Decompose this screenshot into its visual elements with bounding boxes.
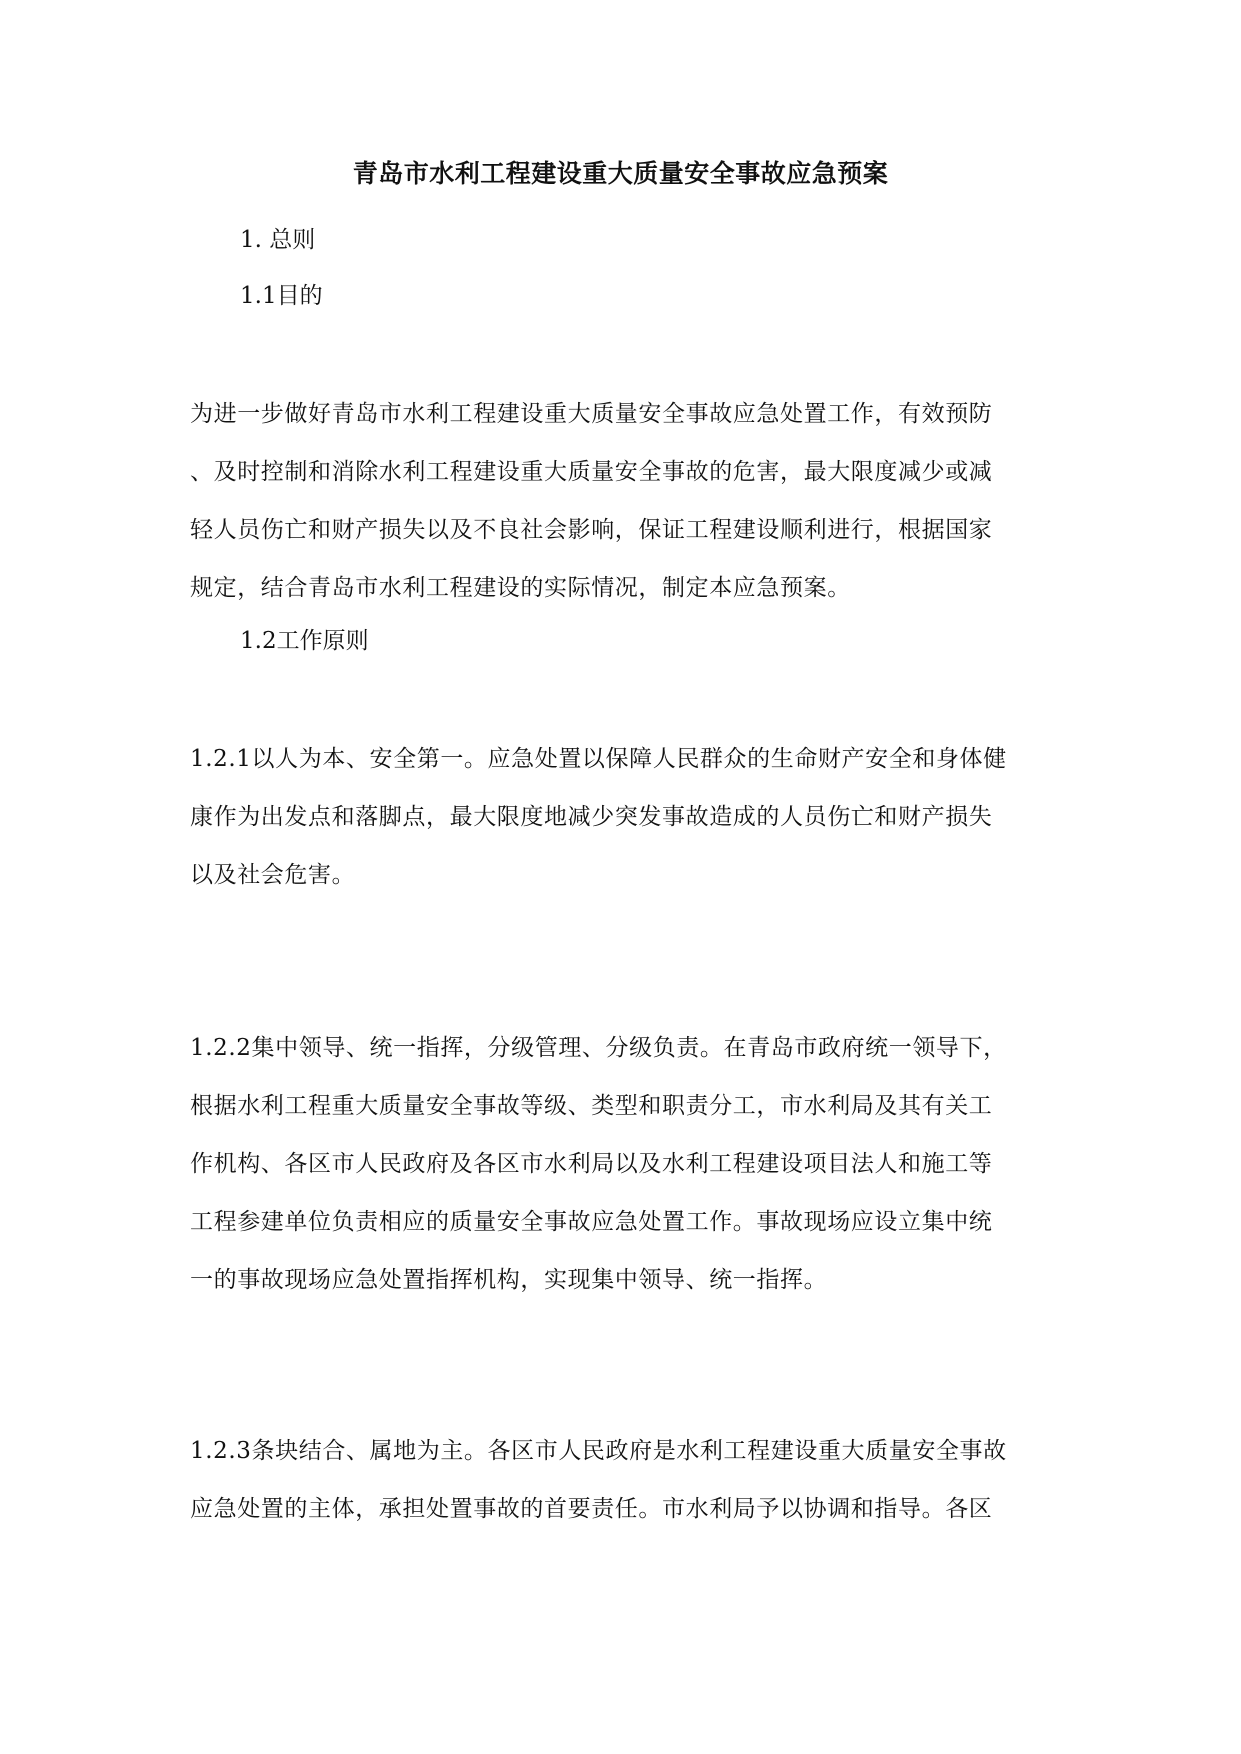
text-line: 1.2.1以人为本、安全第一。应急处置以保障人民群众的生命财产安全和身体健 bbox=[190, 746, 1007, 772]
text-line: 规定，结合青岛市水利工程建设的实际情况，制定本应急预案。 bbox=[190, 575, 851, 601]
text-line: 根据水利工程重大质量安全事故等级、类型和职责分工，市水利局及其有关工 bbox=[190, 1093, 993, 1119]
text-line: 以及社会危害。 bbox=[190, 862, 356, 888]
text-line: 作机构、各区市人民政府及各区市水利局以及水利工程建设项目法人和施工等 bbox=[190, 1151, 993, 1177]
text-line: 康作为出发点和落脚点，最大限度地减少突发事故造成的人员伤亡和财产损失 bbox=[190, 804, 993, 830]
heading-general: 1. 总则 bbox=[240, 227, 316, 253]
text-line: 为进一步做好青岛市水利工程建设重大质量安全事故应急处置工作，有效预防 bbox=[190, 401, 993, 427]
text-line: 、及时控制和消除水利工程建设重大质量安全事故的危害，最大限度减少或减 bbox=[190, 459, 993, 485]
paragraph-purpose bbox=[190, 385, 1060, 617]
document-title: 青岛市水利工程建设重大质量安全事故应急预案 bbox=[352, 159, 889, 188]
text-line: 应急处置的主体，承担处置事故的首要责任。市水利局予以协调和指导。各区 bbox=[190, 1496, 993, 1522]
text-line: 1.2.3条块结合、属地为主。各区市人民政府是水利工程建设重大质量安全事故 bbox=[190, 1438, 1007, 1464]
text-line: 一的事故现场应急处置指挥机构，实现集中领导、统一指挥。 bbox=[190, 1267, 828, 1293]
paragraph-principle-2 bbox=[190, 1019, 1060, 1309]
text-line: 工程参建单位负责相应的质量安全事故应急处置工作。事故现场应设立集中统 bbox=[190, 1209, 993, 1235]
paragraph-principle-1 bbox=[190, 730, 1060, 904]
heading-purpose: 1.1目的 bbox=[240, 283, 323, 309]
heading-principles: 1.2工作原则 bbox=[240, 628, 369, 654]
text-line: 1.2.2集中领导、统一指挥，分级管理、分级负责。在青岛市政府统一领导下， bbox=[190, 1035, 1007, 1061]
text-line: 轻人员伤亡和财产损失以及不良社会影响，保证工程建设顺利进行，根据国家 bbox=[190, 517, 993, 543]
paragraph-principle-3 bbox=[190, 1422, 1060, 1538]
